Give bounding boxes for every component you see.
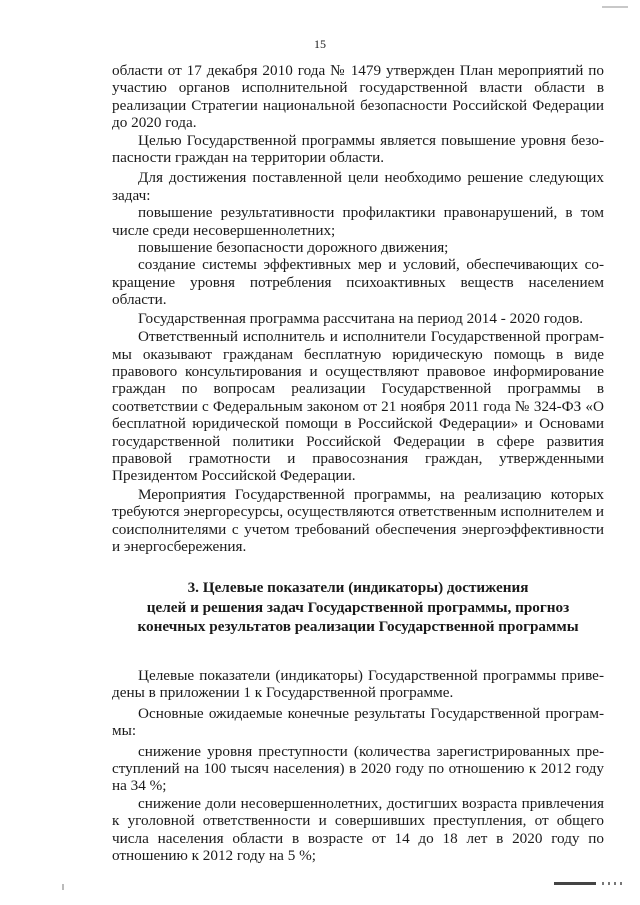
document-body bbox=[112, 62, 604, 864]
paragraph-plan-approval: области от 17 декабря 2010 года № 1479 утвержден План мероприятий по участию органов исполнительной государственной власти области в реализации Стратегии национальной безопасности Российской Федерации до 2020 года. bbox=[112, 62, 604, 132]
paragraph-task-substance-reduction: создание системы эффективных мер и условий, обеспечивающих сокращение уровня потребления психоактивных веществ населением области. bbox=[112, 256, 604, 309]
paragraph-expected-results-intro: Основные ожидаемые конечные результаты Государственной программы: bbox=[112, 704, 604, 740]
section-heading-line-1: 3. Целевые показатели (индикаторы) достижения bbox=[187, 579, 529, 597]
section-heading-line-2: целей и решения задач Государственной программы, прогноз bbox=[146, 598, 570, 616]
paragraph-legal-assistance: Ответственный исполнитель и исполнители Государственной программы оказывают гражданам бесплатную юридическую помощь в виде правового консультирования и осуществляют правовое информирование граждан по вопросам реализации Государственной программы в соответствии с Федеральным законом от 21 ноября 2011 года № 324-ФЗ «О бесплатной юридической помощи в Российской Федерации» и Основами государственной политики Российской Федерации в сфере развития правовой грамотности и правосознания граждан, утвержденными Президентом Российской Федерации. bbox=[112, 328, 604, 485]
paragraph-energy-efficiency: Мероприятия Государственной программы, на реализацию которых требуются энергоресурсы, осуществляются ответственным исполнителем и соисполнителями с учетом требований обеспечения энергоэффективности и энергосбережения. bbox=[112, 485, 604, 555]
paragraph-indicators-appendix: Целевые показатели (индикаторы) Государственной программы приведены в приложении 1 к Государственной программе. bbox=[112, 666, 604, 702]
paragraph-task-offense-prevention: повышение результативности профилактики правонарушений, в том числе среди несовершеннолетних; bbox=[112, 204, 604, 239]
scan-artifact-left bbox=[62, 884, 64, 890]
paragraph-tasks-intro: Для достижения поставленной цели необходимо решение следующих задач: bbox=[112, 169, 604, 204]
paragraph-program-period: Государственная программа рассчитана на период 2014 - 2020 годов. bbox=[138, 309, 584, 327]
paragraph-result-crime-reduction: снижение уровня преступности (количества зарегистрированных преступлений на 100 тысяч населения) в 2020 году по отношению к 2012 году на 34 %; bbox=[112, 742, 604, 795]
scan-artifact-top bbox=[602, 6, 628, 8]
paragraph-task-road-safety: повышение безопасности дорожного движения; bbox=[138, 239, 449, 257]
paragraph-result-juvenile-crime: снижение доли несовершеннолетних, достигших возраста привлечения к уголовной ответственности и совершивших преступления, от общего числа населения области в возрасте от 14 до 18 лет в 2020 году по отношению к 2012 году на 5 %; bbox=[112, 794, 604, 864]
paragraph-program-goal: Целью Государственной программы является повышение уровня безопасности граждан на территории области. bbox=[112, 131, 604, 167]
page-number: 15 bbox=[314, 37, 326, 51]
section-heading-line-3: конечных результатов реализации Государственной программы bbox=[137, 618, 579, 636]
section-heading bbox=[112, 578, 604, 637]
scan-artifact-bottom-dots bbox=[602, 882, 626, 885]
scan-artifact-bottom bbox=[554, 882, 596, 885]
